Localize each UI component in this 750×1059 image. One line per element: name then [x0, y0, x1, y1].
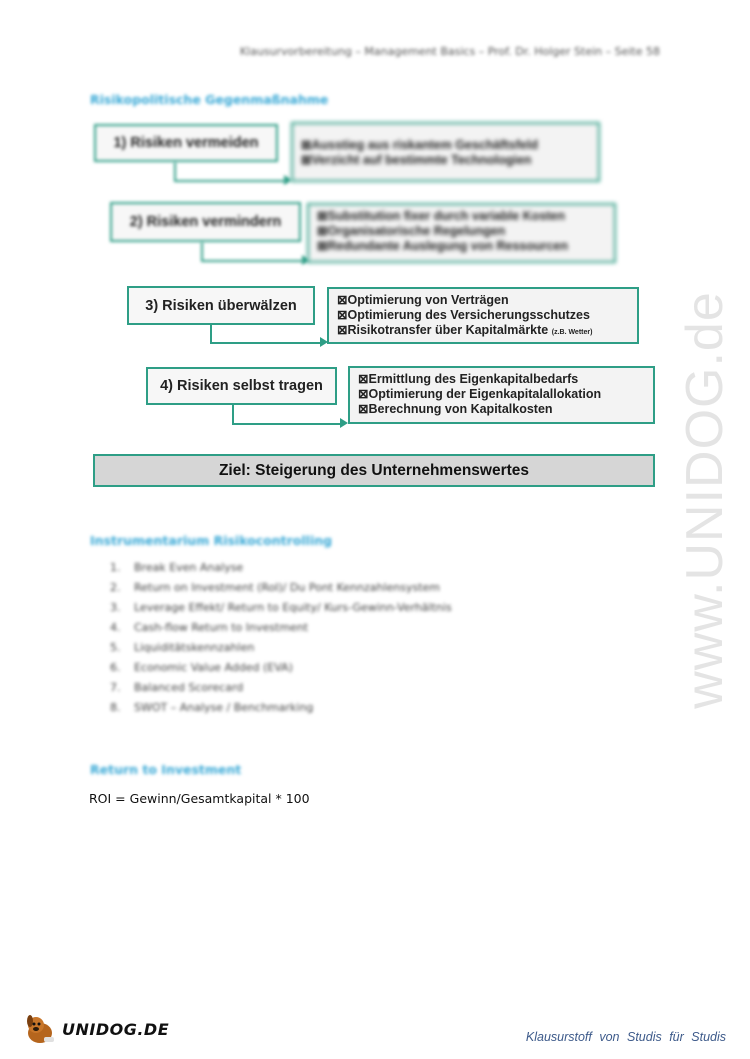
- watermark: www.UNIDOG.de: [676, 291, 734, 709]
- strategy-box-1: [94, 124, 278, 162]
- roi-formula: ROI = Gewinn/Gesamtkapital * 100: [89, 791, 310, 806]
- measure-note: (z.B. Wetter): [551, 329, 593, 336]
- measure-item: ⊠ Optimierung der Eigenkapitalallokation: [358, 387, 645, 402]
- measures-box-4: [348, 366, 655, 424]
- dog-icon: [24, 1013, 58, 1045]
- strategy-box-4: [146, 367, 337, 405]
- list-item: 5. Liquiditätskennzahlen: [110, 641, 255, 654]
- measure-item: ⊠ Redundante Auslegung von Ressourcen: [317, 239, 606, 254]
- measures-box-2: [307, 203, 616, 263]
- measure-item: ⊠ Ausstieg aus riskantem Geschäftsfeld: [301, 138, 590, 153]
- measure-item: ⊠ Risikotransfer über Kapitalmärkte: [337, 323, 548, 337]
- instruments-list: [110, 561, 452, 721]
- footer-tagline: Klausurstoff von Studis für Studis: [525, 1030, 726, 1044]
- list-item: 6. Economic Value Added (EVA): [110, 661, 293, 674]
- list-item: 4. Cash-flow Return to Investment: [110, 621, 309, 634]
- goal-text: Ziel: Steigerung des Unternehmenswertes: [218, 461, 530, 479]
- list-item: 1. Break Even Analyse: [110, 561, 244, 574]
- measure-item: ⊠ Substitution fixer durch variable Kosten: [317, 209, 606, 224]
- connector-3: [210, 325, 322, 344]
- goal-banner: [93, 454, 655, 487]
- unidog-logo[interactable]: [24, 1013, 169, 1045]
- measure-item: ⊠ Optimierung von Verträgen: [337, 293, 629, 308]
- logo-text: UNIDOG.DE: [62, 1019, 170, 1039]
- measure-item: ⊠ Ermittlung des Eigenkapitalbedarfs: [358, 372, 645, 387]
- measure-item: ⊠ Berechnung von Kapitalkosten: [358, 402, 645, 417]
- page-header: Klausurvorbereitung – Management Basics – Prof. Dr. Holger Stein – Seite 58: [239, 45, 660, 58]
- measure-item: ⊠ Optimierung des Versicherungsschutzes: [337, 308, 629, 323]
- section-title-risk-measures: Risikopolitische Gegenmaßnahme: [90, 92, 329, 107]
- measure-item: ⊠ Organisatorische Regelungen: [317, 224, 606, 239]
- measure-item: ⊠ Verzicht auf bestimmte Technologien: [301, 153, 590, 168]
- strategy-label-1: 1) Risiken vermeiden: [113, 135, 259, 151]
- list-item: 3. Leverage Effekt/ Return to Equity/ Kurs-Gewinn-Verhältnis: [110, 601, 452, 614]
- measures-box-1: [291, 122, 600, 182]
- strategy-label-2: 2) Risiken vermindern: [129, 214, 282, 230]
- list-item: 2. Return on Investment (RoI)/ Du Pont Kennzahlensystem: [110, 581, 441, 594]
- strategy-label-3: 3) Risiken überwälzen: [145, 297, 297, 314]
- list-item: 7. Balanced Scorecard: [110, 681, 244, 694]
- connector-1: [174, 162, 286, 182]
- strategy-box-2: [110, 202, 301, 242]
- section-title-instruments: Instrumentarium Risikocontrolling: [90, 533, 333, 548]
- measures-box-3: [327, 287, 639, 344]
- connector-2: [201, 242, 304, 262]
- section-title-roi: Return to Investment: [90, 762, 242, 777]
- strategy-box-3: [127, 286, 315, 325]
- arrowhead-4: [340, 418, 348, 428]
- connector-4: [232, 405, 342, 425]
- strategy-label-4: 4) Risiken selbst tragen: [160, 378, 323, 394]
- list-item: 8. SWOT – Analyse / Benchmarking: [110, 701, 314, 714]
